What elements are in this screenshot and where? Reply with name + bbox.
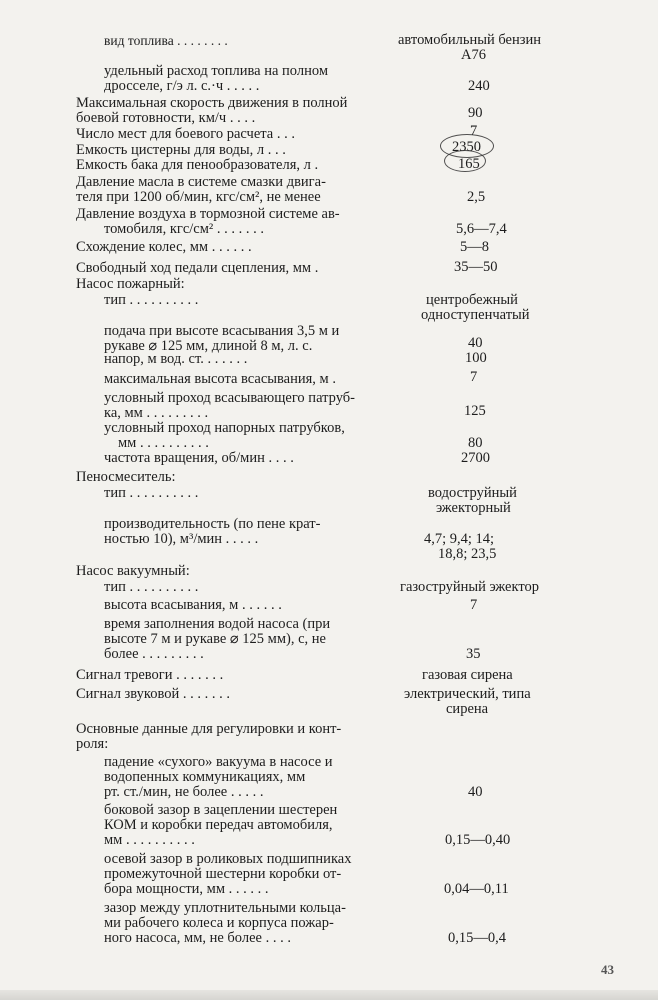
rpm-value: 2700: [461, 450, 490, 466]
pump-type-label: тип . . . . . . . . . .: [104, 292, 199, 308]
fuel-type-value2: А76: [461, 47, 486, 63]
air-value: 5,6—7,4: [456, 221, 507, 237]
spec-cons-2: дросселе, г/э л. с.·ч . . . . .: [104, 78, 260, 94]
suction-label: максимальная высота всасывания, м .: [104, 371, 336, 387]
pump-type-value1: центробежный: [426, 292, 518, 308]
reg-1: Основные данные для регулировки и конт-: [76, 721, 342, 737]
outlet-1: условный проход напорных патрубков,: [104, 420, 345, 436]
air-1: Давление воздуха в тормозной системе ав-: [76, 206, 340, 222]
fill-2: высоте 7 м и рукаве ⌀ 125 мм), с, не: [104, 631, 326, 647]
fuel-type-label: вид топлива . . . . . . . .: [104, 33, 228, 48]
pump-type-value2: одноступенчатый: [421, 307, 530, 323]
head-label: напор, м вод. ст. . . . . . .: [104, 351, 248, 367]
head-value: 100: [465, 350, 487, 366]
side-1: боковой зазор в зацеплении шестерен: [104, 802, 338, 818]
fill-1: время заполнения водой насоса (при: [104, 616, 331, 632]
max-speed-value: 90: [468, 105, 483, 121]
vac-height-value: 7: [470, 597, 478, 613]
spec-cons-value: 240: [468, 78, 490, 94]
inlet-1: условный проход всасывающего патруб-: [104, 390, 355, 406]
pencil-circle-mark: [444, 150, 486, 172]
axial-value: 0,04—0,11: [444, 881, 509, 897]
vac-height-label: высота всасывания, м . . . . . .: [104, 597, 282, 613]
fm-perf-value1: 4,7; 9,4; 14;: [424, 531, 495, 547]
gap-value: 0,15—0,4: [448, 930, 506, 946]
gap-2: ми рабочего колеса и корпуса пожар-: [104, 915, 334, 931]
max-speed-2: боевой готовности, км/ч . . . .: [76, 110, 256, 126]
page-number: 43: [601, 962, 614, 977]
air-2: томобиля, кгс/см² . . . . . . .: [104, 221, 265, 237]
page-bottom-edge: [0, 990, 658, 1000]
axial-2: промежуточной шестерни коробки от-: [104, 866, 342, 882]
sound-label: Сигнал звуковой . . . . . . .: [76, 686, 230, 702]
alarm-label: Сигнал тревоги . . . . . . .: [76, 667, 224, 683]
outlet-value: 80: [468, 435, 483, 451]
reg-2: роля:: [76, 736, 109, 752]
vac-type-label: тип . . . . . . . . . .: [104, 579, 199, 595]
vac-header: Насос вакуумный:: [76, 563, 190, 579]
axial-1: осевой зазор в роликовых подшипниках: [104, 851, 352, 867]
drop-3: рт. ст./мин, не более . . . . .: [104, 784, 264, 800]
side-value: 0,15—0,40: [445, 832, 511, 848]
side-3: мм . . . . . . . . . .: [104, 832, 195, 848]
foam-mixer-header: Пеносмеситель:: [76, 469, 176, 485]
tank-foam-label: Емкость бака для пенообразователя, л .: [76, 157, 319, 173]
fm-perf-1: производительность (по пене крат-: [104, 516, 321, 532]
inlet-value: 125: [464, 403, 486, 419]
fm-type-value1: водоструйный: [428, 485, 517, 501]
gap-3: ного насоса, мм, не более . . . .: [104, 930, 291, 946]
drop-1: падение «сухого» вакуума в насосе и: [104, 754, 333, 770]
fm-perf-value2: 18,8; 23,5: [438, 546, 497, 562]
feed-2: рукаве ⌀ 125 мм, длиной 8 м, л. с.: [104, 338, 313, 354]
spec-cons-1: удельный расход топлива на полном: [104, 63, 328, 79]
pump-header: Насос пожарный:: [76, 276, 185, 292]
tank-water-value: 2350: [452, 139, 481, 155]
feed-1: подача при высоте всасывания 3,5 м и: [104, 323, 340, 339]
fill-3: более . . . . . . . . .: [104, 646, 204, 662]
max-speed-1: Максимальная скорость движения в полной: [76, 95, 348, 111]
oil-2: теля при 1200 об/мин, кгс/см², не менее: [76, 189, 321, 205]
drop-2: водопенных коммуникациях, мм: [104, 769, 306, 785]
fm-perf-2: ностью 10), м³/мин . . . . .: [104, 531, 259, 547]
sound-value2: сирена: [446, 701, 489, 717]
sound-value1: электрический, типа: [404, 686, 531, 702]
drop-value: 40: [468, 784, 483, 800]
fill-value: 35: [466, 646, 481, 662]
rpm-label: частота вращения, об/мин . . . .: [104, 450, 294, 466]
alarm-value: газовая сирена: [422, 667, 513, 683]
fm-type-value2: эжекторный: [436, 500, 511, 516]
seats-label: Число мест для боевого расчета . . .: [76, 126, 295, 142]
toe-value: 5—8: [460, 239, 489, 255]
suction-value: 7: [470, 369, 478, 385]
seats-value: 7: [470, 123, 478, 139]
side-2: КОМ и коробки передач автомобиля,: [104, 817, 333, 833]
oil-1: Давление масла в системе смазки двига-: [76, 174, 326, 190]
tank-water-label: Емкость цистерны для воды, л . . .: [76, 142, 286, 158]
clutch-label: Свободный ход педали сцепления, мм .: [76, 260, 319, 276]
gap-1: зазор между уплотнительными кольца-: [104, 900, 346, 916]
fuel-type-value: автомобильный бензин: [398, 32, 541, 48]
inlet-2: ка, мм . . . . . . . . .: [104, 405, 209, 421]
oil-value: 2,5: [467, 189, 486, 205]
outlet-2: мм . . . . . . . . . .: [118, 435, 209, 451]
axial-3: бора мощности, мм . . . . . .: [104, 881, 269, 897]
feed-value: 40: [468, 335, 483, 351]
fm-type-label: тип . . . . . . . . . .: [104, 485, 199, 501]
toe-label: Схождение колес, мм . . . . . .: [76, 239, 252, 255]
vac-type-value: газоструйный эжектор: [400, 579, 539, 595]
clutch-value: 35—50: [454, 259, 498, 275]
tank-foam-value: 165: [458, 156, 480, 172]
